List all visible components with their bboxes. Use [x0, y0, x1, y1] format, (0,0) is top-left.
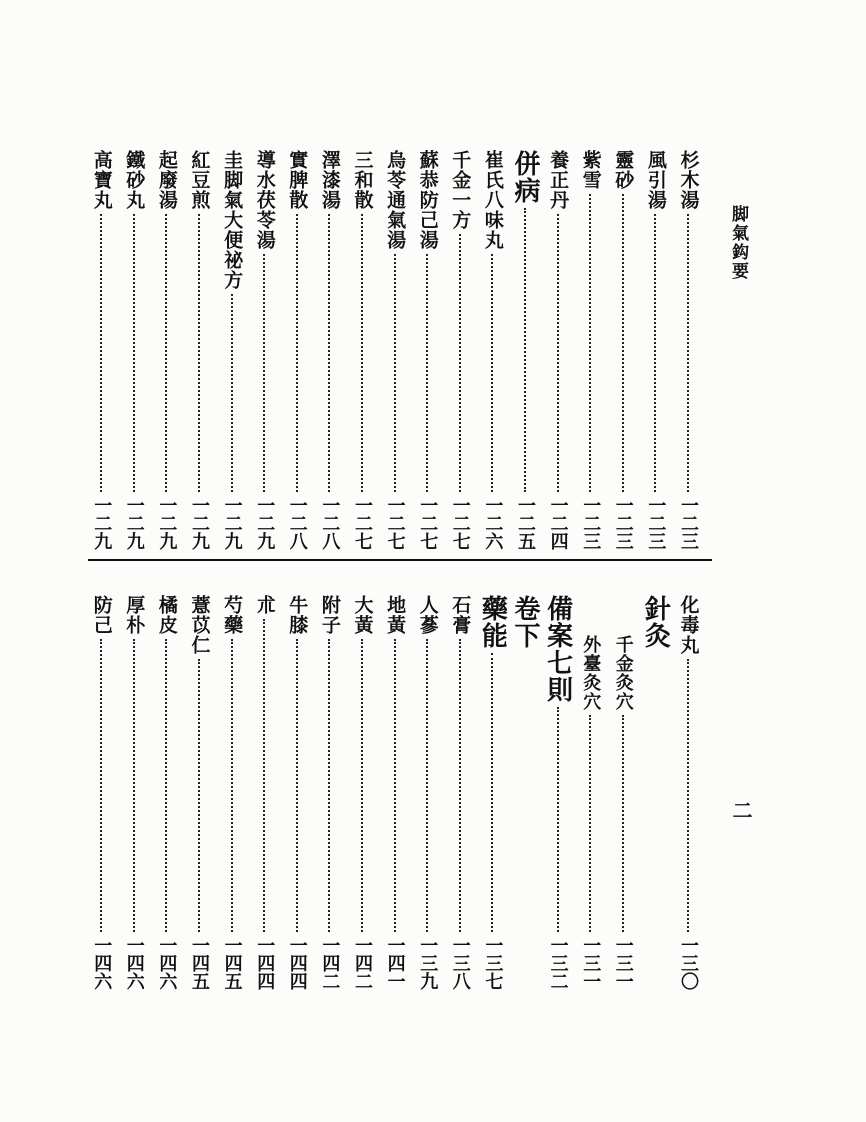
toc-entry [150, 595, 182, 990]
section-heading: 卷下 [510, 595, 540, 649]
toc-entry-page: 一三七 [482, 936, 504, 990]
toc-entry [183, 595, 215, 990]
dot-leader [589, 715, 591, 932]
toc-entry-title: 實脾散 [286, 150, 309, 210]
toc-entry-page: 一二三 [678, 496, 699, 550]
toc-entry-title: 牛膝 [286, 595, 309, 635]
dot-leader [459, 234, 461, 492]
toc-entry-page: 一二六 [482, 496, 504, 550]
toc-entry-page: 一三八 [449, 936, 471, 990]
toc-entry-page: 一三〇 [678, 936, 699, 990]
dot-leader [426, 639, 428, 932]
toc-entry [574, 150, 606, 550]
dot-leader [165, 214, 167, 492]
dot-leader [622, 194, 624, 492]
toc-entry-page: 一二八 [319, 496, 341, 550]
toc-entry-title: 芍藥 [221, 595, 244, 635]
toc-entry-page: 一二七 [352, 496, 373, 550]
toc-entry [509, 595, 541, 990]
dot-leader [426, 254, 428, 492]
page-number: 二 [729, 800, 753, 820]
toc-entry-title: 高寶丸 [90, 150, 113, 210]
toc-entry-title: 大黃 [351, 595, 374, 635]
dot-leader [165, 639, 167, 932]
toc-entry [85, 595, 117, 990]
toc-entry-page: 一三一 [612, 936, 634, 990]
toc-entry-page: 一四五 [221, 936, 243, 990]
toc-entry-title: 薏苡仁 [188, 595, 211, 655]
dot-leader [687, 214, 689, 492]
toc-entry-page: 一二七 [384, 496, 406, 550]
toc-entry [672, 595, 704, 990]
dot-leader [231, 294, 233, 492]
section-heading: 備案七則 [542, 595, 573, 703]
toc-entry [444, 595, 476, 990]
dot-leader [198, 659, 200, 932]
toc-entry-page: 一二四 [547, 496, 569, 550]
toc-entry-title: 厚朴 [123, 595, 146, 635]
toc-entry-title: 鐵砂丸 [123, 150, 146, 210]
toc-entry-page: 一二七 [417, 496, 439, 550]
toc-entry [346, 595, 378, 990]
toc-entry-page: 一二三 [580, 496, 602, 550]
toc-entry-title: 起廢湯 [155, 150, 178, 210]
toc-entry [313, 595, 345, 990]
toc-entry-page: 一四二 [319, 936, 341, 990]
toc-entry [476, 150, 508, 550]
toc-entry-page: 一四五 [189, 936, 210, 990]
dot-leader [491, 653, 493, 932]
toc-entry-title: 石膏 [449, 595, 472, 635]
toc-entry-title: 蘇恭防己湯 [416, 150, 439, 250]
toc-entry-page: 一三一 [580, 936, 602, 990]
dot-leader [589, 194, 591, 492]
toc-entry-title: 千金一方 [449, 150, 472, 230]
toc-entry-title: 人蔘 [416, 595, 439, 635]
dot-leader [687, 659, 689, 932]
toc-entry [542, 150, 574, 550]
dot-leader [394, 254, 396, 492]
toc-entry [639, 595, 671, 990]
toc-entry [85, 150, 117, 550]
section-heading: 併病 [510, 150, 540, 204]
toc-entry-title: 靈砂 [612, 150, 635, 190]
toc-entry-page: 一四二 [352, 936, 373, 990]
dot-leader [263, 254, 265, 492]
dot-leader [263, 619, 265, 932]
toc-entry [150, 150, 182, 550]
toc-entry [216, 150, 248, 550]
toc-entry-page: 一二九 [221, 496, 243, 550]
dot-leader [557, 214, 559, 492]
toc-entry-title: 附子 [318, 595, 341, 635]
toc-entry-page: 一二七 [449, 496, 471, 550]
toc-entry [216, 595, 248, 990]
toc-entry-page: 一四六 [91, 936, 113, 990]
dot-leader [361, 639, 363, 932]
toc-entry-title: 紫雪 [579, 150, 602, 190]
toc-entry-page: 一四一 [384, 936, 406, 990]
toc-entry [672, 150, 704, 550]
toc-entry-page: 一三九 [417, 936, 439, 990]
dot-leader [100, 639, 102, 932]
toc-entry-title: 三和散 [351, 150, 374, 210]
toc-entry [542, 595, 574, 990]
toc-entry-page: 一二九 [189, 496, 210, 550]
toc-entry-title: 烏苓通氣湯 [384, 150, 407, 250]
toc-entry [183, 150, 215, 550]
toc-entry-title: 圭脚氣大便祕方 [221, 150, 244, 290]
dot-leader [231, 639, 233, 932]
dot-leader [394, 639, 396, 932]
toc-entry-title: 外臺灸穴 [580, 635, 602, 711]
toc-entry [411, 595, 443, 990]
dot-leader [622, 715, 624, 932]
dot-leader [100, 214, 102, 492]
running-head: 脚氣鈎要 [728, 205, 748, 281]
toc-entry [281, 595, 313, 990]
toc-entry [248, 595, 280, 990]
toc-entry-title: 導水茯苓湯 [253, 150, 276, 250]
toc-entry-title: 杉木湯 [677, 150, 700, 210]
toc-entry-page: 一四四 [254, 936, 276, 990]
toc-entry-title: 澤漆湯 [318, 150, 341, 210]
dot-leader [361, 214, 363, 492]
toc-entry-title: 千金灸穴 [612, 635, 634, 711]
dot-leader [524, 208, 526, 492]
toc-entry-title: 養正丹 [547, 150, 570, 210]
toc-entry-page: 一二九 [156, 496, 178, 550]
dot-leader [296, 214, 298, 492]
dot-leader [654, 214, 656, 492]
toc-entry [281, 150, 313, 550]
section-heading: 藥能 [477, 595, 508, 649]
toc-entry-title: 橘皮 [155, 595, 178, 635]
toc-entry-page: 一二三 [645, 496, 667, 550]
toc-entry-page: 一二九 [123, 496, 145, 550]
toc-entry [379, 150, 411, 550]
toc-entry-page: 一二五 [515, 496, 536, 550]
toc-entry [607, 595, 639, 990]
toc-entry-title: 崔氏八味丸 [481, 150, 504, 250]
dot-leader [328, 214, 330, 492]
toc-entry [509, 150, 541, 550]
dot-leader [459, 639, 461, 932]
toc-entry-page: 一二三 [612, 496, 634, 550]
dot-leader [328, 639, 330, 932]
toc-entry [346, 150, 378, 550]
toc-entry-title: 地黃 [384, 595, 407, 635]
section-divider [88, 559, 712, 561]
toc-entry [574, 595, 606, 990]
toc-entry [379, 595, 411, 990]
toc-entry-page: 一四六 [156, 936, 178, 990]
toc-entry [313, 150, 345, 550]
dot-leader [198, 214, 200, 492]
toc-entry [476, 595, 508, 990]
dot-leader [133, 639, 135, 932]
toc-entry-title: 朮 [253, 595, 276, 615]
dot-leader [491, 254, 493, 492]
toc-entry-page: 一二八 [286, 496, 308, 550]
toc-entry [118, 595, 150, 990]
toc-entry-page: 一四四 [286, 936, 308, 990]
toc-entry [444, 150, 476, 550]
dot-leader [557, 707, 559, 932]
toc-entry-page: 一三二 [547, 936, 569, 990]
toc-entry-page: 一二九 [254, 496, 276, 550]
toc-entry [411, 150, 443, 550]
toc-entry [118, 150, 150, 550]
toc-entry [248, 150, 280, 550]
toc-entry-page: 一四六 [123, 936, 145, 990]
toc-entry [607, 150, 639, 550]
dot-leader [133, 214, 135, 492]
toc-entry [639, 150, 671, 550]
toc-entry-page: 一二九 [91, 496, 113, 550]
section-heading: 針灸 [640, 595, 671, 649]
toc-entry-title: 化毒丸 [677, 595, 700, 655]
toc-entry-title: 防己 [90, 595, 113, 635]
dot-leader [296, 639, 298, 932]
toc-entry-title: 風引湯 [644, 150, 667, 210]
toc-entry-title: 紅豆煎 [188, 150, 211, 210]
